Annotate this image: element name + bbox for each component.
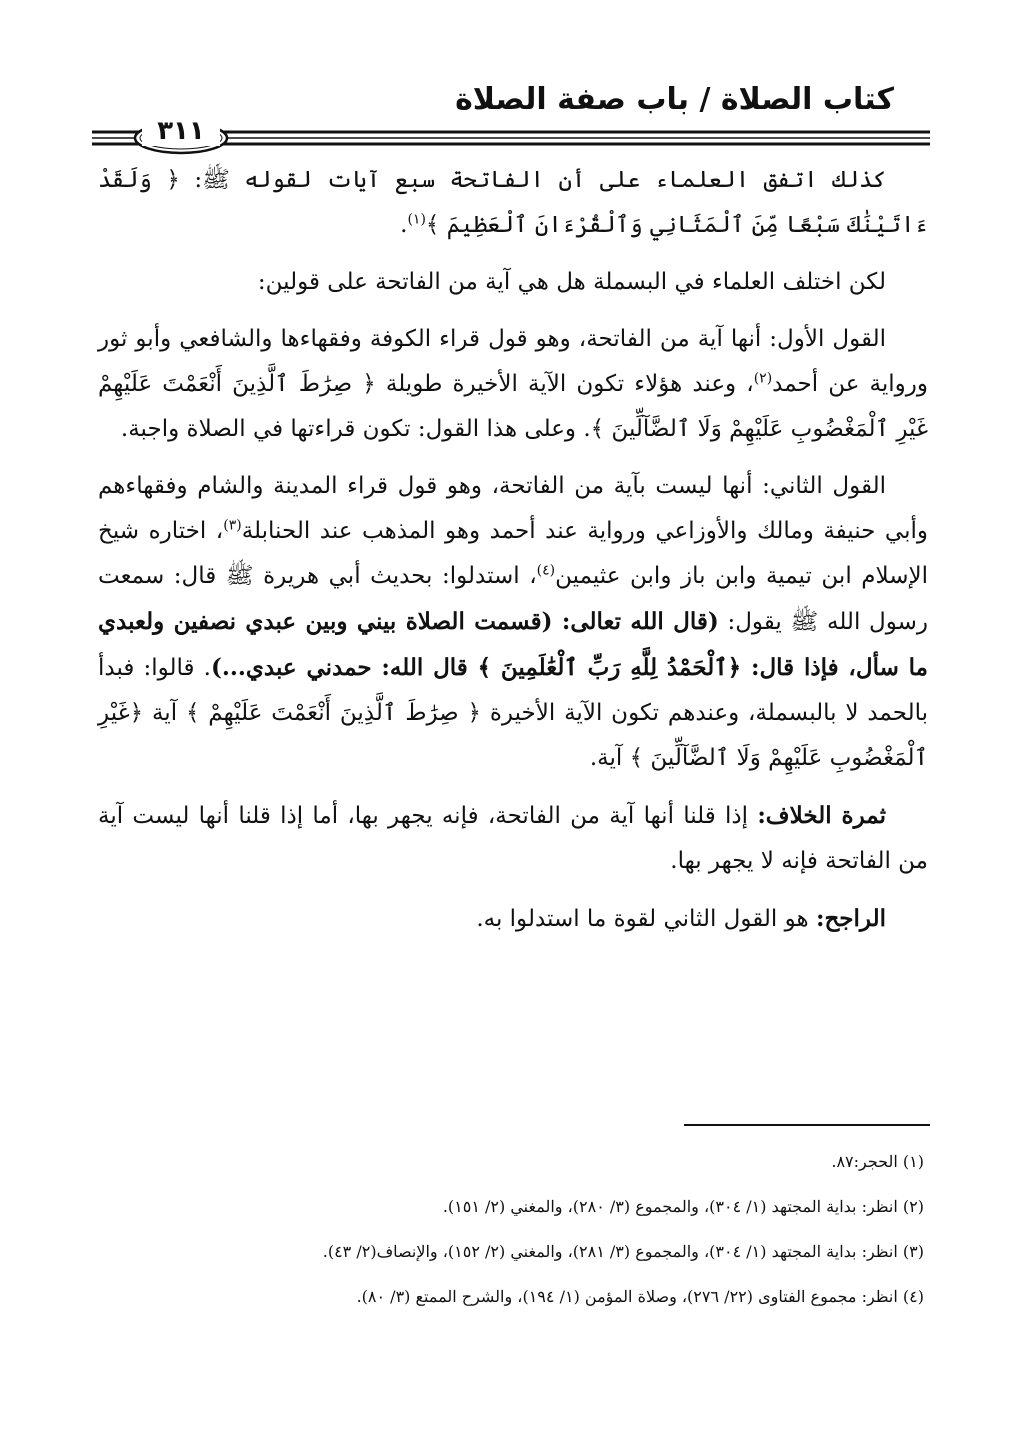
paragraph-fruit-of-dispute (98, 793, 928, 884)
paragraph-fatiha-seven-verses (98, 158, 928, 248)
paragraph-text: . قالوا: فبدأ بالحمد لا بالبسملة، وعندهم تكون الآية الأخيرة ﴿ صِرَٰطَ ٱلَّذِينَ أَنْعَمْتَ عَلَيْهِمْ ﴾ آية ﴿غَيْرِ ٱلْمَغْضُوبِ عَلَيْهِمْ وَلَا ٱلضَّآلِّينَ ﴾ آية. (98, 655, 928, 771)
footnotes (94, 1146, 924, 1326)
paragraph-text: هو القول الثاني لقوة ما استدلوا به. (476, 906, 816, 932)
footnote-1: (١) الحجر:٨٧. (831, 1152, 924, 1171)
footnote-3: (٣) انظر: بداية المجتهد (١/ ٣٠٤)، والمجموع (٣/ ٢٨١)، والمغني (٢/ ١٥٢)، والإنصاف(٢/ ٤٣). (322, 1242, 924, 1261)
footnote-ref-2: (٢) (753, 370, 773, 387)
footnote-ref-4: (٤) (536, 562, 556, 579)
label-fruit-of-dispute: ثمرة الخلاف: (757, 802, 886, 829)
main-text (98, 158, 928, 954)
label-preferred: الراجح: (815, 905, 886, 932)
footnote-ref-3: (٣) (223, 517, 242, 534)
paragraph-text-end: . (400, 212, 408, 238)
footnote-2: (٢) انظر: بداية المجتهد (١/ ٣٠٤)، والمجموع (٣/ ٢٨٠)، والمغني (٢/ ١٥١). (442, 1197, 924, 1216)
paragraph-text: القول الثاني: أنها ليست بآية من الفاتحة، وهو قول قراء المدينة والشام وفقهاءهم وأبي حنيفة ومالك والأوزاعي ورواية عند أحمد وهو المذهب عند الحنابلة (98, 473, 928, 544)
hadith-quote: (قال الله تعالى: (قسمت الصلاة بيني وبين عبدي نصفين ولعبدي ما سأل، فإذا قال: ﴿ٱلْحَمْدُ لِلَّهِ رَبِّ ٱلْعَٰلَمِينَ ﴾ قال الله: حمدني عبدي...) (98, 608, 928, 681)
footnote-4: (٤) انظر: مجموع الفتاوى (٢٢/ ٢٧٦)، وصلاة المؤمن (١/ ١٩٤)، والشرح الممتع (٣/ ٨٠). (356, 1287, 924, 1306)
paragraph-text: إذا قلنا أنها آية من الفاتحة، فإنه يجهر بها، أما إذا قلنا أنها ليست آية من الفاتحة فإنه لا يجهر بها. (98, 803, 928, 874)
running-title: كتاب الصلاة / باب صفة الصلاة (455, 82, 894, 117)
footnote-separator (684, 1124, 930, 1126)
paragraph-text: ، وعند هؤلاء تكون الآية الأخيرة طويلة ﴿ صِرَٰطَ ٱلَّذِينَ أَنْعَمْتَ عَلَيْهِمْ غَيْرِ ٱلْمَغْضُوبِ عَلَيْهِمْ وَلَا ٱلضَّآلِّينَ ﴾. وعلى هذا القول: تكون قراءتها في الصلاة واجبة. (98, 371, 928, 442)
paragraph-second-opinion (98, 464, 928, 781)
paragraph-text: القول الأول: أنها آية من الفاتحة، وهو قول قراء الكوفة وفقهاءها والشافعي وأبو ثور ورواية عن أحمد (98, 326, 928, 397)
paragraph-text: ، استدلوا: بحديث أبي هريرة ﷺ قال: سمعت رسول الله ﷺ يقول: (98, 563, 928, 635)
page-number: ٣١١ (142, 116, 220, 146)
paragraph-preferred-opinion (98, 896, 928, 942)
paragraph-first-opinion (98, 317, 928, 452)
paragraph-text: كذلك اتفق العلماء على أن الفاتحة سبع آيات لقوله ﷺ: ﴿ وَلَقَدْ ءَاتَيْنَٰكَ سَبْعًا مِّنَ ٱلْمَثَانِي وَٱلْقُرْءَانَ ٱلْعَظِيمَ ﴾ (98, 167, 928, 238)
footnote-ref-1: (١) (407, 211, 426, 228)
paragraph-text: ، اختاره شيخ الإسلام ابن تيمية وابن باز وابن عثيمين (98, 518, 929, 589)
paragraph-basmala-dispute: لكن اختلف العلماء في البسملة هل هي آية من الفاتحة على قولين: (257, 269, 886, 295)
